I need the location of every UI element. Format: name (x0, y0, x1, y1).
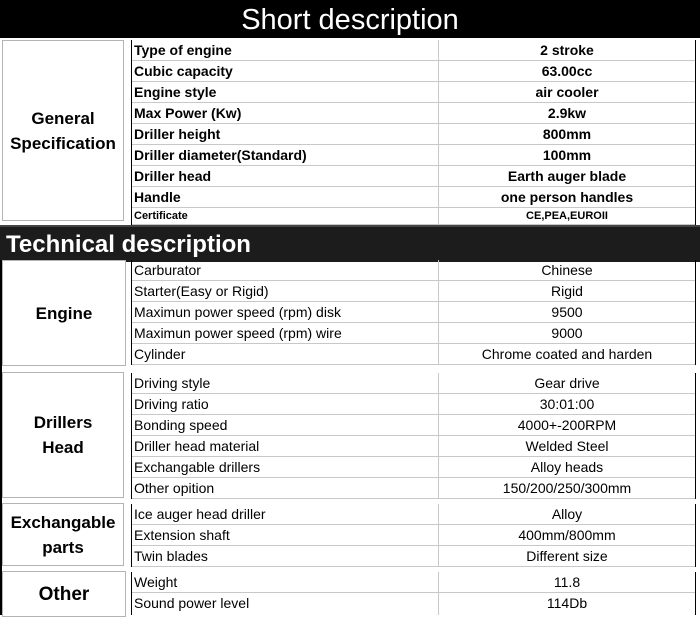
spec-value: Gear drive (534, 375, 600, 391)
spec-label: Engine style (131, 82, 439, 102)
spec-value: air cooler (535, 84, 599, 100)
technical-description-bar (0, 225, 700, 262)
spec-row (131, 525, 695, 546)
spec-value: 400mm/800mm (518, 527, 616, 543)
spec-label: Max Power (Kw) (131, 103, 439, 123)
spec-row (131, 103, 695, 124)
spec-row (131, 166, 695, 187)
spec-row (131, 302, 695, 323)
spec-label: Ice auger head driller (131, 504, 439, 524)
exchangable-parts-group-label: Exchangable parts (2, 503, 124, 566)
spec-value: 150/200/250/300mm (502, 480, 632, 496)
spec-value: 9000 (551, 325, 583, 341)
spec-row (131, 344, 695, 365)
spec-value: CE,PEA,EUROII (526, 210, 608, 222)
spec-row (131, 436, 695, 457)
spec-label: Driving style (131, 373, 439, 393)
spec-label: Cylinder (131, 344, 439, 364)
spec-value: one person handles (500, 189, 634, 205)
spec-value: Alloy (551, 506, 583, 522)
spec-value: 63.00cc (541, 63, 593, 79)
spec-row (131, 394, 695, 415)
short-description-title: Short description (0, 0, 700, 38)
spec-row (131, 145, 695, 166)
spec-value: 4000+-200RPM (517, 417, 617, 433)
spec-label: Driller diameter(Standard) (131, 145, 439, 165)
spec-row (131, 281, 695, 302)
spec-row (131, 82, 695, 103)
spec-label: Twin blades (131, 546, 439, 566)
spec-row (131, 478, 695, 499)
spec-label: Bonding speed (131, 415, 439, 435)
spec-row (131, 124, 695, 145)
general-specification-label: General Specification (2, 40, 124, 221)
spec-value: Earth auger blade (507, 168, 627, 184)
spec-value: 100mm (542, 147, 592, 163)
spec-row (131, 504, 695, 525)
spec-value: 2.9kw (547, 105, 587, 121)
spec-value: Chinese (541, 262, 593, 278)
spec-value: Rigid (551, 283, 583, 299)
spec-value: Chrome coated and harden (481, 346, 653, 362)
spec-row (131, 260, 695, 281)
spec-value: 2 stroke (540, 42, 594, 58)
spec-row (131, 61, 695, 82)
spec-label: Carburator (131, 260, 439, 280)
spec-label: Sound power level (131, 593, 439, 615)
spec-value: Alloy heads (530, 459, 604, 475)
other-group-label: Other (2, 571, 126, 617)
engine-group-label: Engine (2, 260, 126, 366)
spec-label: Type of engine (131, 40, 439, 60)
spec-value: 9500 (551, 304, 583, 320)
spec-row (131, 187, 695, 208)
spec-row (131, 208, 695, 225)
spec-label: Maximun power speed (rpm) wire (131, 323, 439, 343)
spec-label: Driller height (131, 124, 439, 144)
spec-label: Driving ratio (131, 394, 439, 414)
spec-row (131, 572, 695, 593)
spec-label: Driller head material (131, 436, 439, 456)
spec-label: Cubic capacity (131, 61, 439, 81)
spec-label: Certificate (131, 208, 439, 224)
spec-row (131, 373, 695, 394)
spec-label: Weight (131, 572, 439, 592)
spec-value: Welded Steel (525, 438, 609, 454)
spec-label: Extension shaft (131, 525, 439, 545)
technical-description-title: Technical description (6, 231, 251, 258)
spec-value: 800mm (542, 126, 592, 142)
spec-label: Exchangable drillers (131, 457, 439, 477)
spec-row (131, 546, 695, 567)
spec-value: 114Db (546, 595, 588, 611)
spec-label: Starter(Easy or Rigid) (131, 281, 439, 301)
spec-row (131, 593, 695, 615)
spec-value: 11.8 (553, 574, 581, 590)
spec-value: 30:01:00 (539, 396, 595, 412)
drillers-head-group-label: Drillers Head (2, 372, 124, 498)
spec-label: Handle (131, 187, 439, 207)
spec-row (131, 323, 695, 344)
spec-label: Other opition (131, 478, 439, 498)
spec-row (131, 415, 695, 436)
spec-value: Different size (526, 548, 608, 564)
spec-label: Maximun power speed (rpm) disk (131, 302, 439, 322)
spec-row (131, 40, 695, 61)
spec-label: Driller head (131, 166, 439, 186)
spec-row (131, 457, 695, 478)
